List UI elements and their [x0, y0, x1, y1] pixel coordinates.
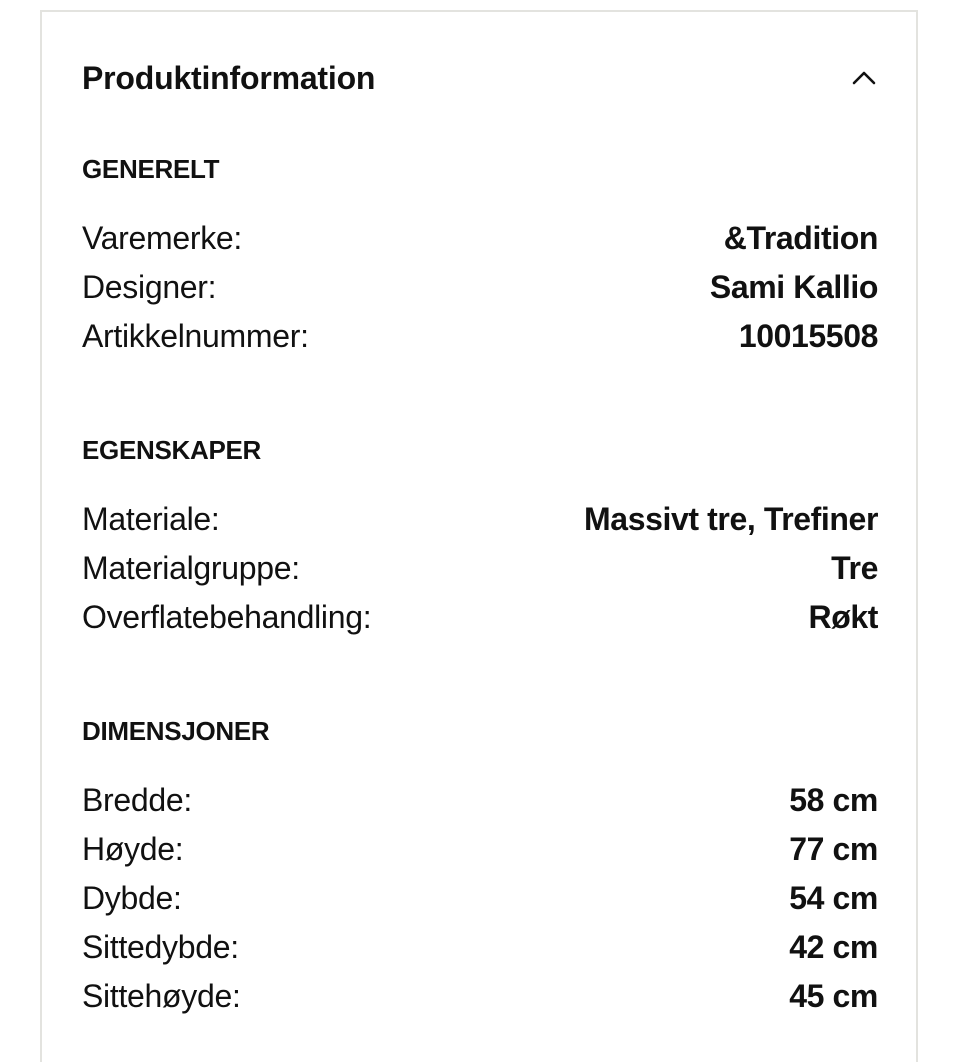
spec-value: 54 cm	[789, 880, 878, 916]
accordion-header[interactable]	[82, 56, 878, 100]
spec-label: Bredde:	[82, 782, 192, 818]
spec-label: Materiale:	[82, 501, 220, 537]
chevron-up-icon[interactable]	[850, 64, 878, 92]
section-dimensjoner	[82, 714, 878, 1021]
spec-row-bredde	[82, 776, 878, 825]
section-title: EGENSKAPER	[82, 435, 262, 465]
spec-row-artikkelnummer	[82, 312, 878, 361]
spec-row-sittehoyde	[82, 972, 878, 1021]
spec-label: Artikkelnummer:	[82, 318, 309, 354]
section-title: DIMENSJONER	[82, 716, 270, 746]
spec-row-sittedybde	[82, 923, 878, 972]
section-generelt	[82, 152, 878, 361]
spec-label: Varemerke:	[82, 220, 243, 256]
spec-label: Høyde:	[82, 831, 184, 867]
spec-value: 10015508	[738, 318, 878, 354]
spec-value: Sami Kallio	[709, 269, 878, 305]
spec-value: 42 cm	[789, 929, 878, 965]
product-info-panel	[40, 10, 918, 1062]
spec-value: 45 cm	[789, 978, 878, 1014]
spec-label: Overflatebehandling:	[82, 599, 372, 635]
spec-label: Materialgruppe:	[82, 550, 300, 586]
spec-row-dybde	[82, 874, 878, 923]
spec-value: Tre	[831, 550, 878, 586]
spec-value: 58 cm	[789, 782, 878, 818]
spec-value: &Tradition	[723, 220, 878, 256]
spec-label: Sittehøyde:	[82, 978, 241, 1014]
section-egenskaper	[82, 433, 878, 642]
spec-value: Massivt tre, Trefiner	[584, 501, 878, 537]
spec-label: Sittedybde:	[82, 929, 239, 965]
spec-row-materialgruppe	[82, 544, 878, 593]
spec-value: Røkt	[808, 599, 878, 635]
spec-value: 77 cm	[789, 831, 878, 867]
panel-title: Produktinformation	[82, 59, 376, 96]
spec-label: Dybde:	[82, 880, 182, 916]
spec-label: Designer:	[82, 269, 217, 305]
spec-row-materiale	[82, 495, 878, 544]
spec-row-varemerke	[82, 214, 878, 263]
section-title: GENERELT	[82, 154, 220, 184]
spec-row-designer	[82, 263, 878, 312]
spec-row-overflatebehandling	[82, 593, 878, 642]
spec-row-hoyde	[82, 825, 878, 874]
